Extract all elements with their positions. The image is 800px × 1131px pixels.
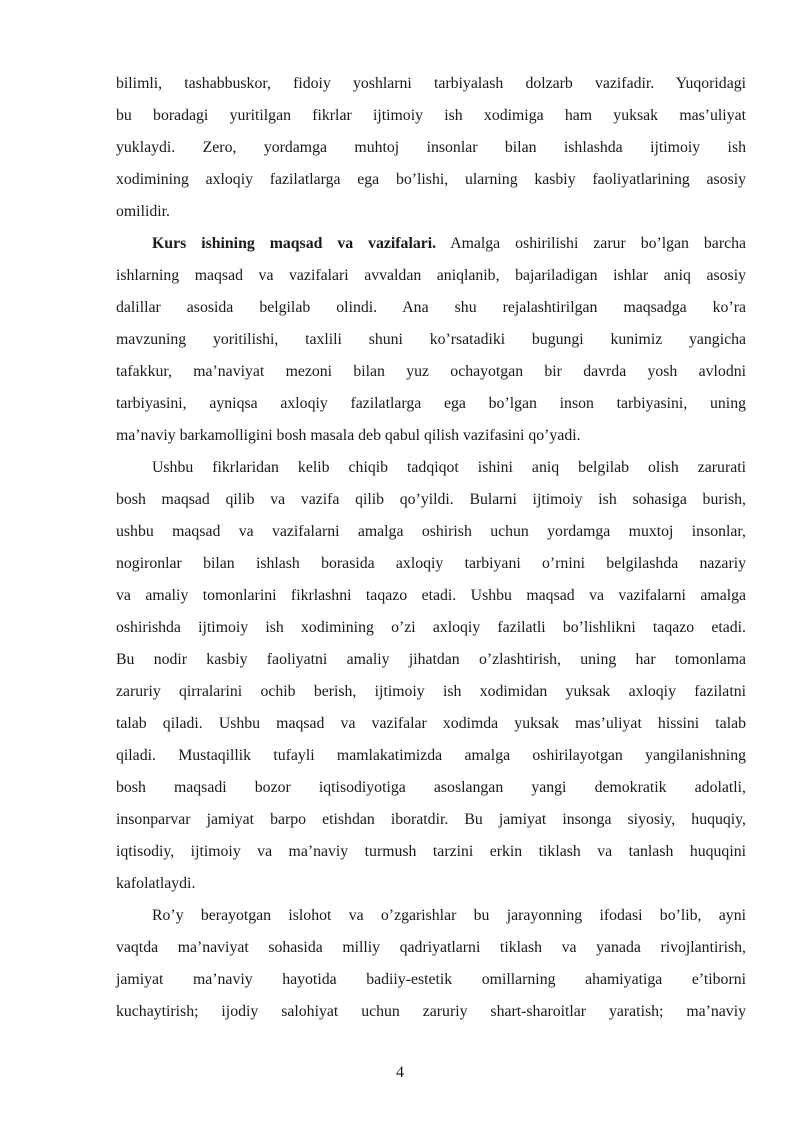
text-line: oshirishda ijtimoiy ish xodimining o’zi axloqiy fazilatli bo’lishlikni taqazo etadi. [116,619,746,636]
text-line: kuchaytirish; ijodiy salohiyat uchun zaruriy shart-sharoitlar yaratish; ma’naviy [116,1003,746,1020]
text-line: yuklaydi. Zero, yordamga muhtoj insonlar bilan ishlashda ijtimoiy ish [116,139,746,156]
text-line: tarbiyasini, ayniqsa axloqiy fazilatlarga ega bo’lgan inson tarbiyasini, uning [116,395,746,412]
text-line: Ushbu fikrlaridan kelib chiqib tadqiqot ishini aniq belgilab olish zarurati [152,459,746,476]
text-line: ishlarning maqsad va vazifalari avvaldan aniqlanib, bajariladigan ishlar aniq asosiy [116,267,746,284]
text-line: bilimli, tashabbuskor, fidoiy yoshlarni tarbiyalash dolzarb vazifadir. Yuqoridagi [116,75,746,92]
page-number: 4 [396,1064,404,1081]
text-line: mavzuning yoritilishi, taxlili shuni ko’rsatadiki bugungi kunimiz yangicha [116,331,746,348]
text-line: va amaliy tomonlarini fikrlashni taqazo etadi. Ushbu maqsad va vazifalarni amalga [116,587,746,604]
text-line: vaqtda ma’naviyat sohasida milliy qadriyatlarni tiklash va yanada rivojlantirish, [116,939,746,956]
text-line: kafolatlaydi. [116,875,196,892]
text-line: qiladi. Mustaqillik tufayli mamlakatimizda amalga oshirilayotgan yangilanishning [116,747,746,764]
text-line: talab qiladi. Ushbu maqsad va vazifalar xodimda yuksak mas’uliyat hissini talab [116,715,746,732]
text-line: insonparvar jamiyat barpo etishdan iboratdir. Bu jamiyat insonga siyosiy, huquqiy, [116,811,746,828]
section-heading-line [152,234,746,254]
text-line: Ro’y berayotgan islohot va o’zgarishlar bu jarayonning ifodasi bo’lib, ayni [152,907,746,924]
text-line: xodimining axloqiy fazilatlarga ega bo’lishi, ularning kasbiy faoliyatlarining asosiy [116,171,746,188]
text-line: nogironlar bilan ishlash borasida axloqiy tarbiyani o’rnini belgilashda nazariy [116,555,746,572]
text-line: dalillar asosida belgilab olindi. Ana shu rejalashtirilgan maqsadga ko’ra [116,299,746,316]
text-line: ma’naviy barkamolligini bosh masala deb qabul qilish vazifasini qo’yadi. [116,427,581,444]
section-heading: Kurs ishining maqsad va vazifalari. [152,235,437,252]
text-line: ushbu maqsad va vazifalarni amalga oshirish uchun yordamga muxtoj insonlar, [116,523,746,540]
text-line: Bu nodir kasbiy faoliyatni amaliy jihatdan o’zlashtirish, uning har tomonlama [116,651,746,668]
text-line: zaruriy qirralarini ochib berish, ijtimoiy ish xodimidan yuksak axloqiy fazilatni [116,683,746,700]
text-line: jamiyat ma’naviy hayotida badiiy-estetik omillarning ahamiyatiga e’tiborni [116,971,746,988]
text-span: Amalga oshirilishi zarur bo’lgan barcha [450,235,747,252]
text-line: omilidir. [116,203,170,220]
text-line: bosh maqsad qilib va vazifa qilib qo’yildi. Bularni ijtimoiy ish sohasiga burish, [116,491,746,508]
text-line: bu boradagi yuritilgan fikrlar ijtimoiy ish xodimiga ham yuksak mas’uliyat [116,107,746,124]
text-line: bosh maqsadi bozor iqtisodiyotiga asoslangan yangi demokratik adolatli, [116,779,746,796]
text-line: iqtisodiy, ijtimoiy va ma’naviy turmush tarzini erkin tiklash va tanlash huquqini [116,843,746,860]
text-line: tafakkur, ma’naviyat mezoni bilan yuz ochayotgan bir davrda yosh avlodni [116,363,746,380]
